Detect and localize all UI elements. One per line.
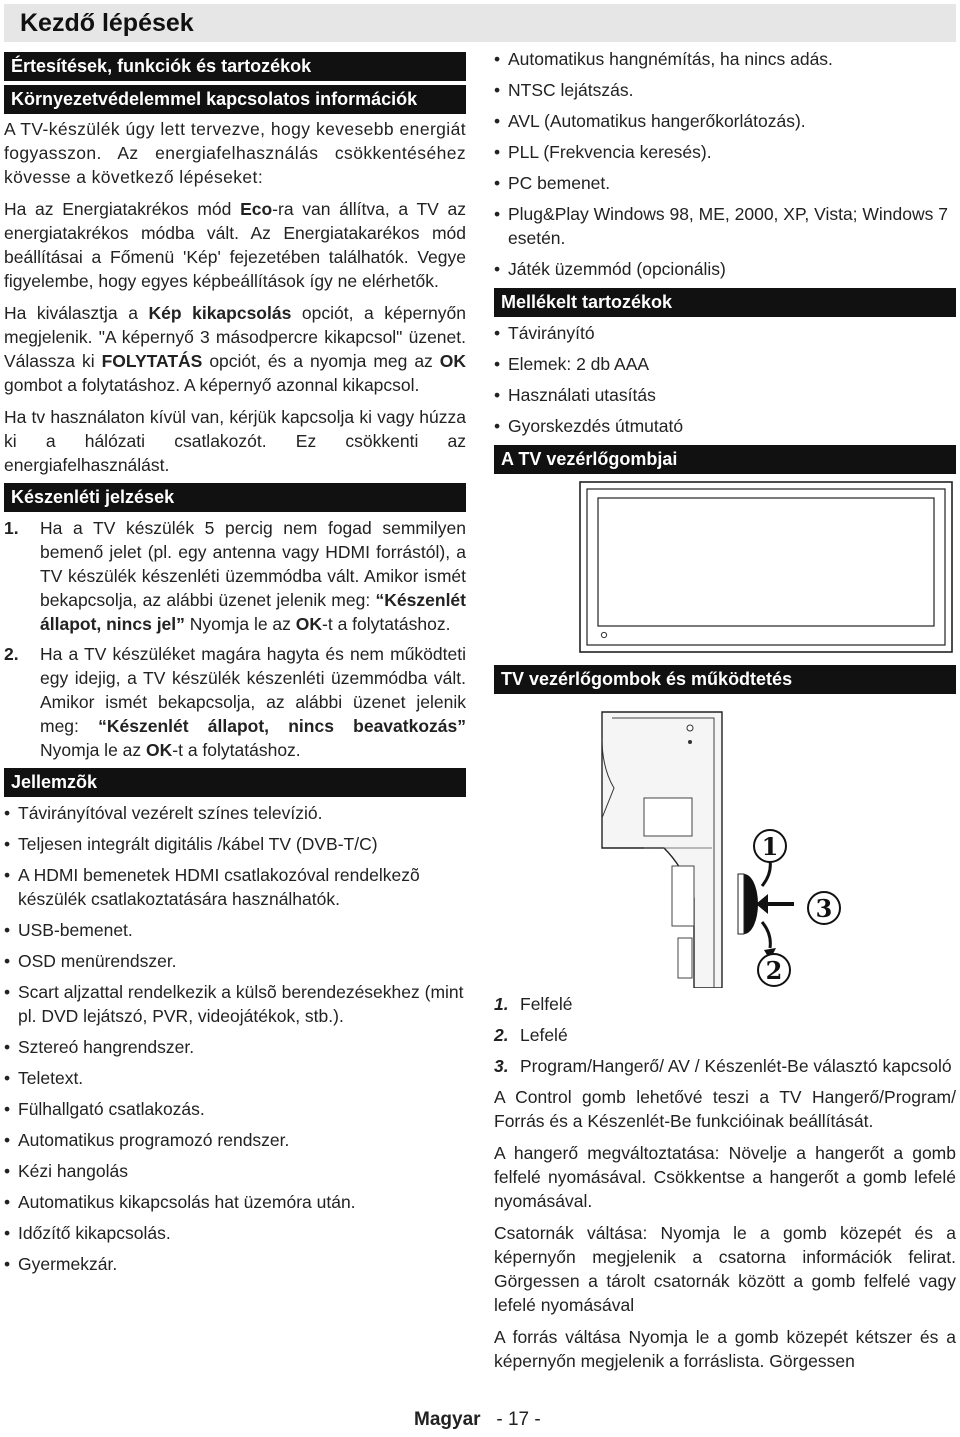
page-title: Kezdő lépések [20, 9, 194, 37]
control-button-icon [744, 874, 758, 934]
feature-item: • Scart aljzattal rendelkezik a külsõ berendezésekhez (mint pl. DVD lejátszó, PVR, videojátékok, stb.). [4, 980, 466, 1028]
accessory-item: • Gyorskezdés útmutató [494, 414, 956, 438]
section-header-standby: Készenléti jelzések [4, 483, 466, 512]
page-number: - 17 - [496, 1409, 541, 1430]
feature-item: • Automatikus programozó rendszer. [4, 1128, 466, 1152]
section-header-tv-buttons: A TV vezérlőgombjai [494, 445, 956, 474]
feature-item: • PLL (Frekvencia keresés). [494, 140, 956, 164]
control-paragraph: A Control gomb lehetővé teszi a TV Hangerő/Program/ Forrás és a Készenlét-Be funkcióinak beállítását. [494, 1087, 956, 1131]
feature-item: • Plug&Play Windows 98, ME, 2000, XP, Vista; Windows 7 esetén. [494, 202, 956, 250]
callout-3-label: 3 [815, 894, 833, 923]
feature-item: • Gyermekzár. [4, 1252, 466, 1276]
feature-item: • A HDMI bemenetek HDMI csatlakozóval rendelkezõ készülék csatlakoztatására használhatók. [4, 863, 466, 911]
env-paragraph-4: Ha tv használaton kívül van, kérjük kapcsolja ki vagy húzza ki a hálózati csatlakozót. Ez csökkenti az energiafelhasználást. [4, 407, 466, 475]
legend-item-switch: 3. Program/Hangerő/ AV / Készenlét-Be választó kapcsoló [494, 1056, 952, 1076]
right-column [494, 47, 956, 1381]
feature-item: • Teletext. [4, 1066, 466, 1090]
feature-item: • Kézi hangolás [4, 1159, 466, 1183]
feature-item: • USB-bemenet. [4, 918, 466, 942]
power-led-icon [601, 632, 606, 637]
up-arrow-icon [762, 860, 770, 886]
legend-item-down: 2. Lefelé [494, 1025, 568, 1045]
feature-item: • Távirányítóval vezérelt színes televízió. [4, 801, 466, 825]
feature-item: • PC bemenet. [494, 171, 956, 195]
feature-item: • OSD menürendszer. [4, 949, 466, 973]
env-paragraph-1: A TV-készülék úgy lett tervezve, hogy kevesebb energiát fogyasszon. Az energiafelhasználás csökkentéséhez kövesse a következő lépéseket: [4, 119, 466, 187]
control-legend [494, 992, 956, 1078]
accessory-item: • Használati utasítás [494, 383, 956, 407]
standby-list [4, 516, 466, 762]
section-header-notices: Értesítések, funkciók és tartozékok [4, 52, 466, 81]
env-paragraph-2: Ha az Energiatakrékos mód Eco-ra van állítva, a TV az energiatakrékos módba vált. Az Energiatakarékos mód beállításai a Főmenü 'Kép' fejezetében találhatók. Vegye figyelembe, hogy egyes képbeállítások így ne elérhetők. [4, 199, 466, 291]
feature-item: • NTSC lejátszás. [494, 78, 956, 102]
tv-side-control-illustration [494, 698, 956, 988]
standby-item-1: 1. Ha a TV készülék 5 percig nem fogad semmilyen bemenő jelet (pl. egy antenna vagy HDMI forrástól), a TV készülék készenléti üzemmódba vált. Amikor ismét bekapcsolja, az alábbi üzenet jelenik meg: “Készenlét állapot, nincs jel” Nyomja le az OK-t a folytatáshoz. [4, 518, 466, 634]
callout-2-label: 2 [765, 956, 783, 985]
section-header-features: Jellemzõk [4, 768, 466, 797]
page-footer [414, 1408, 541, 1432]
feature-item: • Teljesen integrált digitális /kábel TV (DVB-T/C) [4, 832, 466, 856]
accessories-list [494, 321, 956, 438]
callout-1-label: 1 [761, 832, 779, 861]
features-continued-list [494, 47, 956, 281]
legend-item-up: 1. Felfelé [494, 994, 573, 1014]
accessory-item: • Elemek: 2 db AAA [494, 352, 956, 376]
tv-front-illustration [494, 478, 956, 663]
section-header-environment: Környezetvédelemmel kapcsolatos információk [4, 85, 466, 114]
standby-item-2: 2. Ha a TV készüléket magára hagyta és nem működteti egy idejig, a TV készülék készenléti üzemmódba vált. Amikor ismét bekapcsolja, az alábbi üzenet jelenik meg: “Készenlét állapot, nincs beavatkozás” Nyomja le az OK-t a folytatáshoz. [4, 644, 466, 760]
footer-language: Magyar [414, 1409, 481, 1430]
feature-item: • Sztereó hangrendszer. [4, 1035, 466, 1059]
section-header-accessories: Mellékelt tartozékok [494, 288, 956, 317]
down-arrow-icon [762, 922, 770, 948]
left-column [4, 52, 466, 1283]
feature-item: • Időzítő kikapcsolás. [4, 1221, 466, 1245]
accessory-item: • Távirányító [494, 321, 956, 345]
title-bar [4, 4, 956, 42]
volume-paragraph: A hangerő megváltoztatása: Növelje a hangerőt a gomb felfelé nyomásával. Csökkentse a hangerőt a gomb lefelé nyomásával. [494, 1143, 956, 1211]
feature-item: • Automatikus kikapcsolás hat üzemóra után. [4, 1190, 466, 1214]
feature-item: • Fülhallgató csatlakozás. [4, 1097, 466, 1121]
channel-paragraph: Csatornák váltása: Nyomja le a gomb közepét és a képernyőn megjelenik a csatorna információk felirat. Görgessen a tárolt csatornák között a gomb felfelé vagy lefelé nyomásával [494, 1223, 956, 1315]
feature-item: • AVL (Automatikus hangerőkorlátozás). [494, 109, 956, 133]
features-list [4, 801, 466, 1276]
env-paragraph-3: Ha kiválasztja a Kép kikapcsolás opciót, a képernyőn megjelenik. "A képernyő 3 másodpercre kikapcsol" üzenet. Válassza ki FOLYTATÁS opciót, és a nyomja meg az OK gombot a folytatáshoz. A képernyő azonnal kikapcsol. [4, 303, 467, 395]
source-paragraph: A forrás váltása Nyomja le a gomb közepét kétszer és a képernyőn megjelenik a forráslista. Görgessen [494, 1327, 956, 1371]
section-header-controls: TV vezérlőgombok és működtetés [494, 665, 956, 694]
feature-item: • Automatikus hangnémítás, ha nincs adás. [494, 47, 956, 71]
feature-item: • Játék üzemmód (opcionális) [494, 257, 956, 281]
